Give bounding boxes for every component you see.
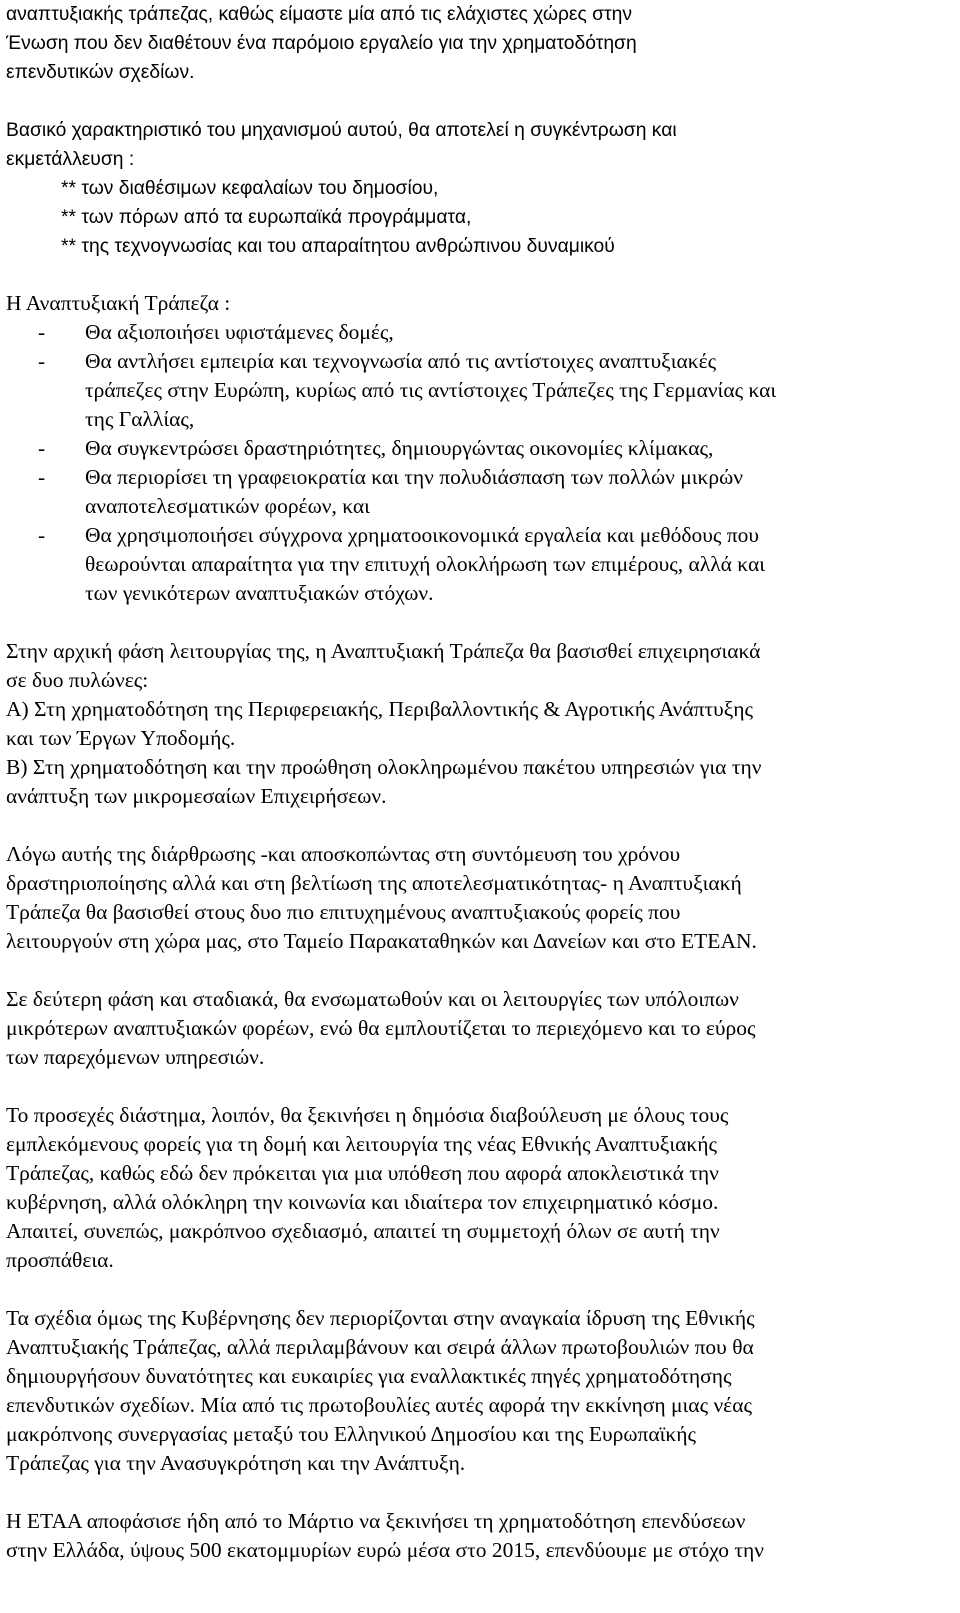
list-item: ** των διαθέσιμων κεφαλαίων του δημοσίου, xyxy=(61,178,439,199)
bullet-text: Θα αξιοποιήσει υφιστάμενες δομές, xyxy=(85,320,394,344)
text-line: Α) Στη χρηματοδότηση της Περιφερειακής, Περιβαλλοντικής & Αγροτικής Ανάπτυξης xyxy=(6,697,754,721)
text-line: Τράπεζα θα βασισθεί στους δυο πιο επιτυχημένους αναπτυξιακούς φορείς που xyxy=(6,900,681,924)
bullet-text: Θα περιορίσει τη γραφειοκρατία και την πολυδιάσπαση των πολλών μικρών xyxy=(85,465,743,489)
bullet-continuation: της Γαλλίας, xyxy=(85,407,195,431)
bullet-dash: - xyxy=(38,465,46,489)
text-line: των παρεχόμενων υπηρεσιών. xyxy=(6,1045,265,1069)
bullet-text: Θα αντλήσει εμπειρία και τεχνογνωσία από τις αντίστοιχες αναπτυξιακές xyxy=(85,349,717,373)
bank-features-section xyxy=(6,289,946,608)
text-line: Η ΕΤΑΑ αποφάσισε ήδη από το Μάρτιο να ξεκινήσει τη χρηματοδότηση επενδύσεων xyxy=(6,1509,746,1533)
section-heading: Η Αναπτυξιακή Τράπεζα : xyxy=(6,291,231,315)
text-line: και των Έργων Υποδομής. xyxy=(6,726,236,750)
text-line: επενδυτικών σχεδίων. Μία από τις πρωτοβουλίες αυτές αφορά την εκκίνηση μιας νέας xyxy=(6,1393,752,1417)
text-line: Β) Στη χρηματοδότηση και την προώθηση ολοκληρωμένου πακέτου υπηρεσιών για την xyxy=(6,755,762,779)
bullet-item xyxy=(6,347,946,376)
text-line: Τράπεζας για την Ανασυγκρότηση και την Ανάπτυξη. xyxy=(6,1451,466,1475)
list-item: ** της τεχνογνωσίας και του απαραίτητου ανθρώπινου δυναμικού xyxy=(61,236,615,257)
text-line: αναπτυξιακής τράπεζας, καθώς είμαστε μία από τις ελάχιστες χώρες στην xyxy=(6,4,633,25)
bullet-item xyxy=(6,318,946,347)
text-line: Τα σχέδια όμως της Κυβέρνησης δεν περιορίζονται στην αναγκαία ίδρυση της Εθνικής xyxy=(6,1306,755,1330)
bullet-continuation: αναποτελεσματικών φορέων, και xyxy=(85,494,370,518)
text-line: λειτουργούν στη χώρα μας, στο Ταμείο Παρακαταθηκών και Δανείων και στο ΕΤΕΑΝ. xyxy=(6,929,757,953)
plans-paragraph xyxy=(6,1304,946,1478)
text-line: Σε δεύτερη φάση και σταδιακά, θα ενσωματωθούν και οι λειτουργίες των υπόλοιπων xyxy=(6,987,739,1011)
text-line: Τράπεζας, καθώς εδώ δεν πρόκειται για μια υπόθεση που αφορά αποκλειστικά την xyxy=(6,1161,719,1185)
bullet-continuation: θεωρούνται απαραίτητα για την επιτυχή ολοκλήρωση των επιμέρους, αλλά και xyxy=(85,552,766,576)
text-line: κυβέρνηση, αλλά ολόκληρη την κοινωνία και ιδιαίτερα τον επιχειρηματικό κόσμο. xyxy=(6,1190,719,1214)
text-line: επενδυτικών σχεδίων. xyxy=(6,62,195,83)
bullet-item xyxy=(6,521,946,550)
text-line: στην Ελλάδα, ύψους 500 εκατομμυρίων ευρώ μέσα στο 2015, επενδύουμε με στόχο την xyxy=(6,1538,765,1562)
phase2-paragraph xyxy=(6,985,946,1072)
text-line: μακρόπνοης συνεργασίας μεταξύ του Ελληνικού Δημοσίου και της Ευρωπαϊκής xyxy=(6,1422,697,1446)
text-line: Απαιτεί, συνεπώς, μακρόπνοο σχεδιασμό, απαιτεί τη συμμετοχή όλων σε αυτή την xyxy=(6,1219,720,1243)
text-line: ανάπτυξη των μικρομεσαίων Επιχειρήσεων. xyxy=(6,784,387,808)
bullet-text: Θα χρησιμοποιήσει σύγχρονα χρηματοοικονομικά εργαλεία και μεθόδους που xyxy=(85,523,760,547)
bullet-item xyxy=(6,463,946,492)
phase1-paragraph xyxy=(6,637,946,811)
bullet-dash: - xyxy=(38,523,46,547)
text-line: μικρότερων αναπτυξιακών φορέων, ενώ θα εμπλουτίζεται το περιεχόμενο και το εύρος xyxy=(6,1016,756,1040)
text-line: εκμετάλλευση : xyxy=(6,149,135,170)
text-line: Στην αρχική φάση λειτουργίας της, η Αναπτυξιακή Τράπεζα θα βασισθεί επιχειρησιακά xyxy=(6,639,761,663)
text-line: σε δυο πυλώνες: xyxy=(6,668,149,692)
consultation-paragraph xyxy=(6,1101,946,1275)
bullet-item xyxy=(6,434,946,463)
bullet-text: Θα συγκεντρώσει δραστηριότητες, δημιουργώντας οικονομίες κλίμακας, xyxy=(85,436,714,460)
list-item: ** των πόρων από τα ευρωπαϊκά προγράμματα, xyxy=(61,207,472,228)
structure-paragraph xyxy=(6,840,946,956)
text-line: Λόγω αυτής της διάρθρωσης -και αποσκοπώντας στη συντόμευση του χρόνου xyxy=(6,842,681,866)
text-line: Ένωση που δεν διαθέτουν ένα παρόμοιο εργαλείο για την χρηματοδότηση xyxy=(6,33,637,54)
mechanism-paragraph xyxy=(6,116,946,261)
bullet-continuation: των γενικότερων αναπτυξιακών στόχων. xyxy=(85,581,434,605)
bullet-dash: - xyxy=(38,320,46,344)
text-line: Αναπτυξιακής Τράπεζας, αλλά περιλαμβάνουν και σειρά άλλων πρωτοβουλιών που θα xyxy=(6,1335,754,1359)
etaa-paragraph xyxy=(6,1507,946,1565)
text-line: δημιουργήσουν δυνατότητες και ευκαιρίες για εναλλακτικές πηγές χρηματοδότησης xyxy=(6,1364,732,1388)
text-line: Το προσεχές διάστημα, λοιπόν, θα ξεκινήσει η δημόσια διαβούλευση με όλους τους xyxy=(6,1103,729,1127)
bullet-continuation: τράπεζες στην Ευρώπη, κυρίως από τις αντίστοιχες Τράπεζες της Γερμανίας και xyxy=(85,378,777,402)
bullet-dash: - xyxy=(38,436,46,460)
text-line: Βασικό χαρακτηριστικό του μηχανισμού αυτού, θα αποτελεί η συγκέντρωση και xyxy=(6,120,677,141)
intro-paragraph xyxy=(6,0,946,87)
text-line: προσπάθεια. xyxy=(6,1248,114,1272)
text-line: δραστηριοποίησης αλλά και στη βελτίωση της αποτελεσματικότητας- η Αναπτυξιακή xyxy=(6,871,742,895)
bullet-dash: - xyxy=(38,349,46,373)
text-line: εμπλεκόμενους φορείς για τη δομή και λειτουργία της νέας Εθνικής Αναπτυξιακής xyxy=(6,1132,718,1156)
